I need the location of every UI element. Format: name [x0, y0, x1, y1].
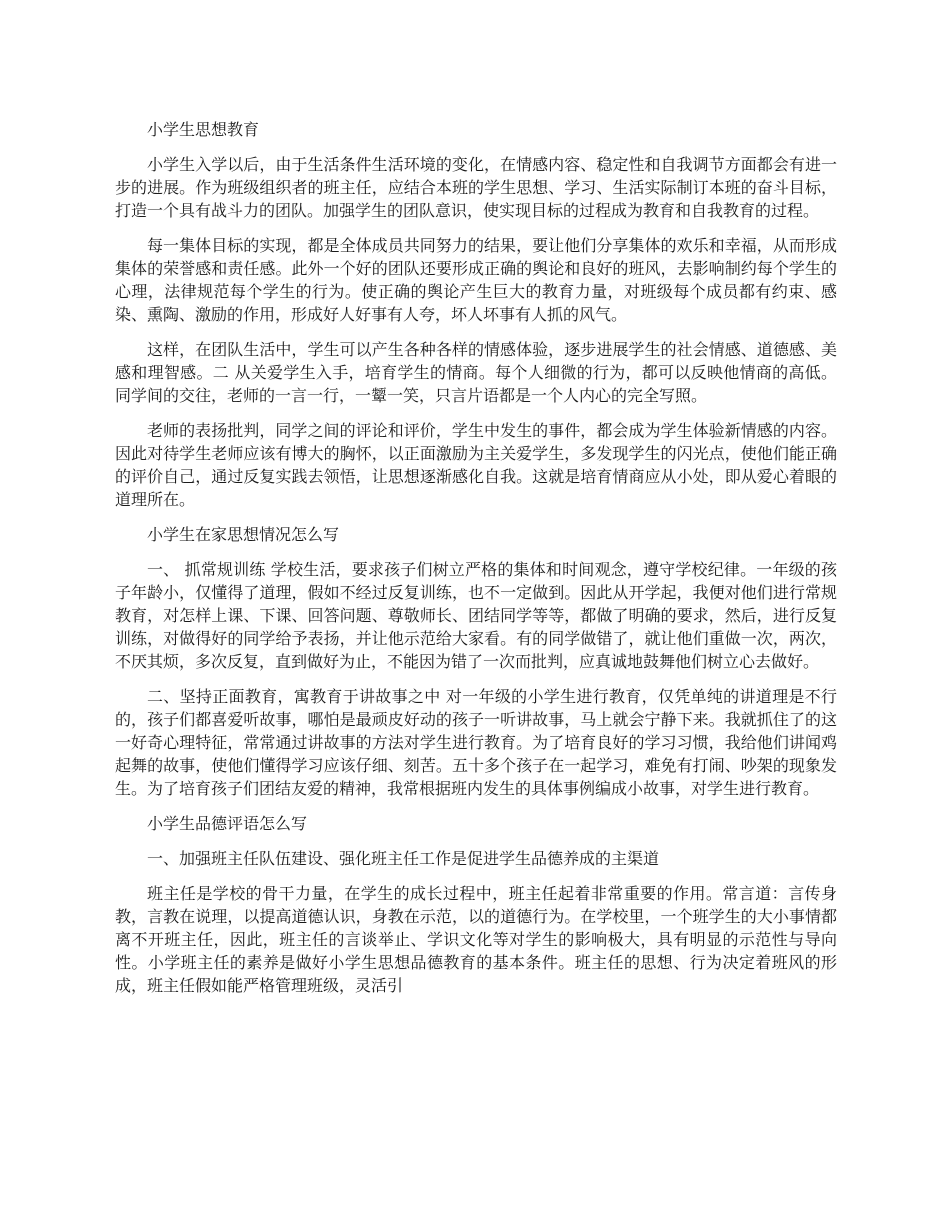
document-page	[115, 118, 837, 1009]
body-paragraph: 小学生入学以后，由于生活条件生活环境的变化，在情感内容、稳定性和自我调节方面都会有进一步的进展。作为班级组织者的班主任，应结合本班的学生思想、学习、生活实际制订本班的奋斗目标，打造一个具有战斗力的团队。加强学生的团队意识，使实现目标的过程成为教育和自我教育的过程。	[115, 155, 837, 220]
subsection-heading: 一、加强班主任队伍建设、强化班主任工作是促进学生品德养成的主渠道	[147, 849, 660, 868]
section-heading: 小学生品德评语怎么写	[147, 814, 308, 833]
body-paragraph: 老师的表扬批判，同学之间的评论和评价，学生中发生的事件，都会成为学生体验新情感的内容。因此对待学生老师应该有博大的胸怀，以正面激励为主关爱学生，多发现学生的闪光点，使他们能正确的评价自己，通过反复实践去领悟，让思想逐渐感化自我。这就是培育情商应从小处，即从爱心着眼的道理所在。	[115, 421, 837, 509]
body-paragraph: 班主任是学校的骨干力量，在学生的成长过程中，班主任起着非常重要的作用。常言道：言传身教，言教在说理，以提高道德认识，身教在示范，以的道德行为。在学校里，一个班学生的大小事情都离不开班主任，因此，班主任的言谈举止、学识文化等对学生的影响极大，具有明显的示范性与导向性。小学班主任的素养是做好小学生思想品德教育的基本条件。班主任的思想、行为决定着班风的形成，班主任假如能严格管理班级，灵活引	[115, 884, 837, 995]
section-heading: 小学生思想教育	[147, 120, 260, 139]
body-paragraph: 这样，在团队生活中，学生可以产生各种各样的情感体验，逐步进展学生的社会情感、道德感、美感和理智感。二 从关爱学生入手，培育学生的情商。每个人细微的行为，都可以反映他情商的高低。同学间的交往，老师的一言一行，一颦一笑，只言片语都是一个人内心的完全写照。	[115, 340, 837, 405]
section-heading: 小学生在家思想情况怎么写	[147, 525, 340, 544]
body-paragraph: 一、 抓常规训练 学校生活，要求孩子们树立严格的集体和时间观念，遵守学校纪律。一年级的孩子年龄小，仅懂得了道理，假如不经过反复训练，也不一定做到。因此从开学起，我便对他们进行常规教育，对怎样上课、下课、回答问题、尊敬师长、团结同学等等，都做了明确的要求，然后，进行反复训练，对做得好的同学给予表扬，并让他示范给大家看。有的同学做错了，就让他们重做一次，两次，不厌其烦，多次反复，直到做好为止，不能因为错了一次而批判，应真诚地鼓舞他们树立心去做好。	[115, 560, 837, 671]
body-paragraph: 二、坚持正面教育，寓教育于讲故事之中 对一年级的小学生进行教育，仅凭单纯的讲道理是不行的，孩子们都喜爱听故事，哪怕是最顽皮好动的孩子一听讲故事，马上就会宁静下来。我就抓住了的这一好奇心理特征，常常通过讲故事的方法对学生进行教育。为了培育良好的学习习惯，我给他们讲闻鸡起舞的故事，使他们懂得学习应该仔细、刻苦。五十多个孩子在一起学习，难免有打闹、吵架的现象发生。为了培育孩子们团结友爱的精神，我常根据班内发生的具体事例编成小故事，对学生进行教育。	[115, 687, 837, 798]
body-paragraph: 每一集体目标的实现，都是全体成员共同努力的结果，要让他们分享集体的欢乐和幸福，从而形成集体的荣誉感和责任感。此外一个好的团队还要形成正确的舆论和良好的班风，去影响制约每个学生的心理，法律规范每个学生的行为。使正确的舆论产生巨大的教育力量，对班级每个成员都有约束、感染、熏陶、激励的作用，形成好人好事有人夸，坏人坏事有人抓的风气。	[115, 236, 837, 324]
